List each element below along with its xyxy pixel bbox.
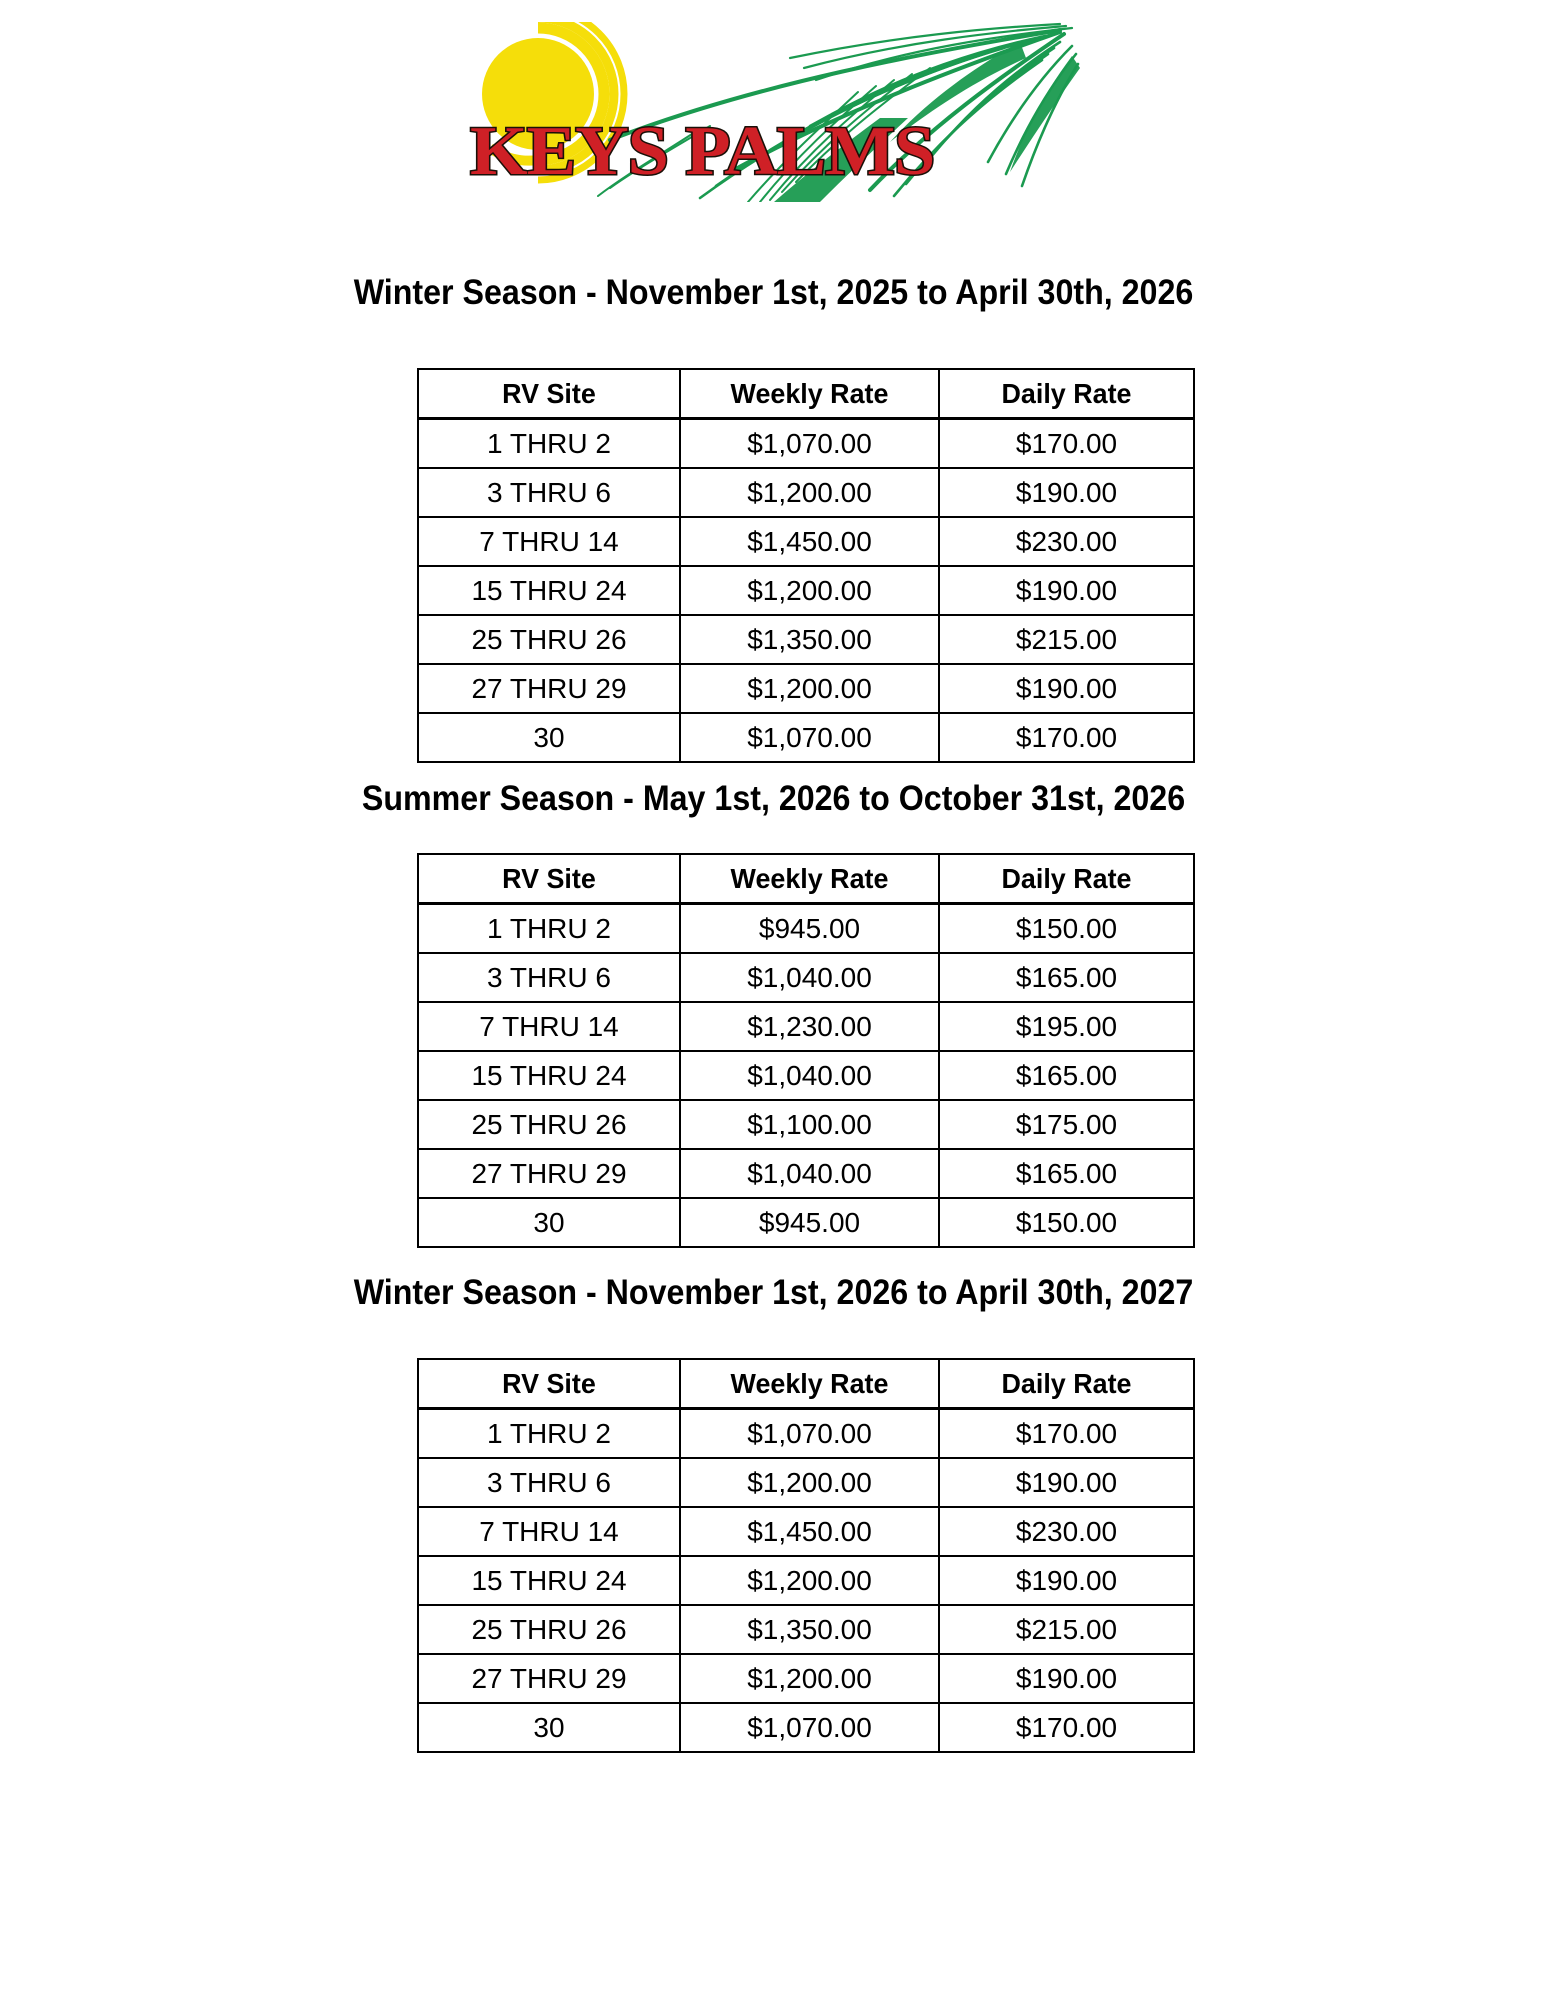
cell-daily-rate: $190.00: [939, 468, 1194, 517]
cell-daily-rate: $190.00: [939, 1654, 1194, 1703]
column-header-rv-site: RV Site: [423, 1359, 675, 1409]
rate-table-section-3: [0, 1358, 1547, 1753]
column-header-daily-rate: Daily Rate: [944, 369, 1189, 419]
cell-rv-site: 7 THRU 14: [418, 1507, 680, 1556]
cell-daily-rate: $195.00: [939, 1002, 1194, 1051]
cell-daily-rate: $190.00: [939, 566, 1194, 615]
season-heading-2: Summer Season - May 1st, 2026 to October 31st, 2026: [361, 779, 1186, 818]
cell-rv-site: 15 THRU 24: [418, 1051, 680, 1100]
cell-rv-site: 3 THRU 6: [418, 468, 680, 517]
cell-daily-rate: $165.00: [939, 1051, 1194, 1100]
table-row: [418, 615, 1194, 664]
cell-rv-site: 1 THRU 2: [418, 1409, 680, 1459]
cell-rv-site: 7 THRU 14: [418, 1002, 680, 1051]
cell-rv-site: 25 THRU 26: [418, 615, 680, 664]
table-row: [418, 419, 1194, 469]
column-header-weekly-rate: Weekly Rate: [685, 854, 934, 904]
cell-daily-rate: $190.00: [939, 1556, 1194, 1605]
column-header-weekly-rate: Weekly Rate: [685, 1359, 934, 1409]
table-header-row: [418, 854, 1194, 904]
rate-table-winter-2026: [417, 1358, 1195, 1753]
logo-wordmark: KEYS PALMS: [470, 113, 935, 190]
season-section-3: [0, 1272, 1547, 1314]
cell-weekly-rate: $1,200.00: [680, 664, 939, 713]
cell-rv-site: 27 THRU 29: [418, 664, 680, 713]
cell-rv-site: 25 THRU 26: [418, 1100, 680, 1149]
table-row: [418, 1198, 1194, 1247]
season-section-2: [0, 778, 1547, 820]
column-header-rv-site: RV Site: [423, 369, 675, 419]
cell-rv-site: 7 THRU 14: [418, 517, 680, 566]
cell-daily-rate: $215.00: [939, 615, 1194, 664]
cell-weekly-rate: $1,200.00: [680, 468, 939, 517]
cell-weekly-rate: $1,230.00: [680, 1002, 939, 1051]
cell-weekly-rate: $1,350.00: [680, 1605, 939, 1654]
cell-weekly-rate: $945.00: [680, 904, 939, 954]
cell-daily-rate: $170.00: [939, 713, 1194, 762]
cell-weekly-rate: $1,040.00: [680, 1051, 939, 1100]
cell-weekly-rate: $1,450.00: [680, 1507, 939, 1556]
cell-daily-rate: $170.00: [939, 419, 1194, 469]
cell-weekly-rate: $945.00: [680, 1198, 939, 1247]
cell-rv-site: 1 THRU 2: [418, 419, 680, 469]
table-row: [418, 1556, 1194, 1605]
cell-rv-site: 1 THRU 2: [418, 904, 680, 954]
cell-weekly-rate: $1,350.00: [680, 615, 939, 664]
column-header-daily-rate: Daily Rate: [944, 1359, 1189, 1409]
table-row: [418, 1507, 1194, 1556]
table-row: [418, 1605, 1194, 1654]
cell-weekly-rate: $1,200.00: [680, 1458, 939, 1507]
table-row: [418, 1703, 1194, 1752]
cell-daily-rate: $165.00: [939, 953, 1194, 1002]
cell-weekly-rate: $1,200.00: [680, 1556, 939, 1605]
cell-rv-site: 27 THRU 29: [418, 1654, 680, 1703]
column-header-rv-site: RV Site: [423, 854, 675, 904]
cell-daily-rate: $230.00: [939, 1507, 1194, 1556]
table-row: [418, 1002, 1194, 1051]
cell-weekly-rate: $1,070.00: [680, 1703, 939, 1752]
cell-weekly-rate: $1,040.00: [680, 953, 939, 1002]
cell-daily-rate: $190.00: [939, 664, 1194, 713]
season-section-1: [0, 272, 1547, 314]
cell-rv-site: 30: [418, 1703, 680, 1752]
cell-rv-site: 3 THRU 6: [418, 953, 680, 1002]
cell-weekly-rate: $1,200.00: [680, 1654, 939, 1703]
table-row: [418, 468, 1194, 517]
table-row: [418, 566, 1194, 615]
cell-daily-rate: $150.00: [939, 1198, 1194, 1247]
table-row: [418, 904, 1194, 954]
cell-daily-rate: $150.00: [939, 904, 1194, 954]
cell-daily-rate: $170.00: [939, 1409, 1194, 1459]
cell-daily-rate: $215.00: [939, 1605, 1194, 1654]
cell-rv-site: 25 THRU 26: [418, 1605, 680, 1654]
table-header-row: [418, 369, 1194, 419]
rate-table-summer-2026: [417, 853, 1195, 1248]
cell-weekly-rate: $1,450.00: [680, 517, 939, 566]
cell-weekly-rate: $1,070.00: [680, 713, 939, 762]
cell-rv-site: 15 THRU 24: [418, 566, 680, 615]
cell-daily-rate: $190.00: [939, 1458, 1194, 1507]
table-row: [418, 713, 1194, 762]
table-row: [418, 1100, 1194, 1149]
column-header-weekly-rate: Weekly Rate: [685, 369, 934, 419]
table-row: [418, 1409, 1194, 1459]
season-heading-1: Winter Season - November 1st, 2025 to April 30th, 2026: [353, 273, 1194, 312]
table-row: [418, 517, 1194, 566]
cell-weekly-rate: $1,040.00: [680, 1149, 939, 1198]
rate-table-winter-2025: [417, 368, 1195, 763]
table-row: [418, 953, 1194, 1002]
rate-table-section-1: [0, 368, 1547, 763]
cell-rv-site: 30: [418, 713, 680, 762]
cell-weekly-rate: $1,070.00: [680, 419, 939, 469]
cell-weekly-rate: $1,200.00: [680, 566, 939, 615]
table-row: [418, 664, 1194, 713]
cell-rv-site: 15 THRU 24: [418, 1556, 680, 1605]
column-header-daily-rate: Daily Rate: [944, 854, 1189, 904]
cell-daily-rate: $170.00: [939, 1703, 1194, 1752]
table-row: [418, 1458, 1194, 1507]
season-heading-3: Winter Season - November 1st, 2026 to April 30th, 2027: [353, 1273, 1194, 1312]
cell-daily-rate: $175.00: [939, 1100, 1194, 1149]
cell-weekly-rate: $1,070.00: [680, 1409, 939, 1459]
cell-rv-site: 27 THRU 29: [418, 1149, 680, 1198]
cell-rv-site: 3 THRU 6: [418, 1458, 680, 1507]
rate-table-section-2: [0, 853, 1547, 1248]
table-header-row: [418, 1359, 1194, 1409]
cell-daily-rate: $230.00: [939, 517, 1194, 566]
cell-daily-rate: $165.00: [939, 1149, 1194, 1198]
cell-rv-site: 30: [418, 1198, 680, 1247]
table-row: [418, 1654, 1194, 1703]
brand-logo: [0, 22, 1547, 202]
table-row: [418, 1149, 1194, 1198]
cell-weekly-rate: $1,100.00: [680, 1100, 939, 1149]
table-row: [418, 1051, 1194, 1100]
